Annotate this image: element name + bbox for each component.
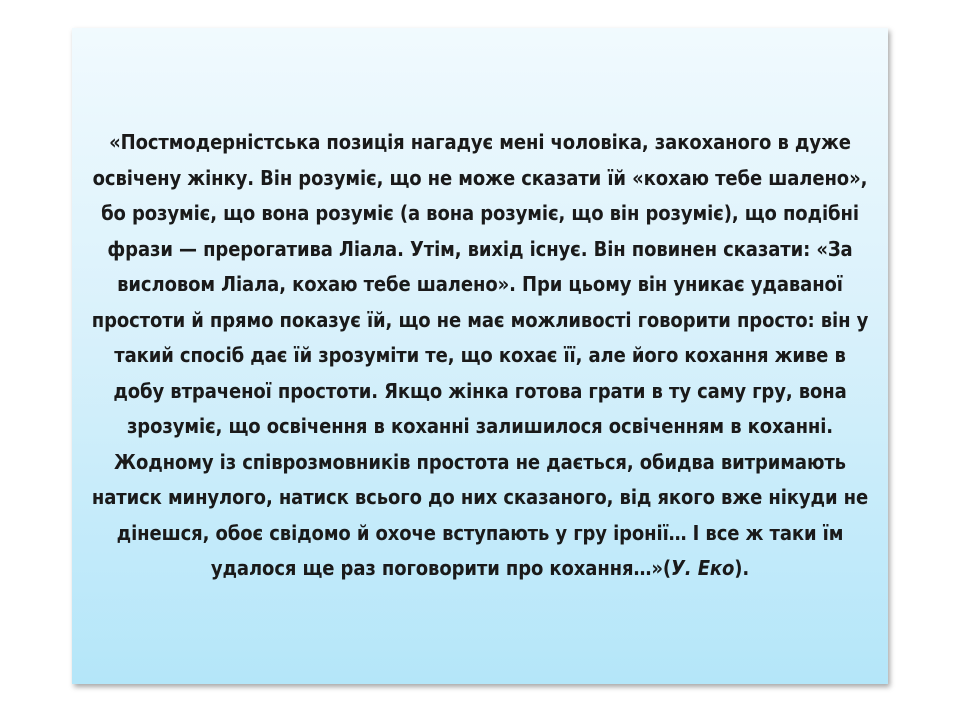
quote-body: «Постмодерністська позиція нагадує мені чоловіка, закоханого в дуже освічену жінку. Він розуміє, що не може сказати їй «кохаю тебе шалено», бо розуміє, що вона розуміє (а вона розуміє, що він розуміє), що подібні фрази — прерогатива Ліала. Утім, вихід існує. Він повинен сказати: «За висловом Ліала, кохаю тебе шалено». При цьому він уникає удаваної простоти й прямо показує їй, що не має можливості говорити просто: він у такий спосіб дає їй зрозуміти те, що кохає її, але його кохання живе в добу втраченої простоти. Якщо жінка готова грати в ту саму гру, вона зрозуміє, що освічення в коханні залишилося освіченням в коханні. Жодному із співрозмовників простота не дається, обидва витримають натиск минулого, натиск всього до них сказаного, від якого вже нікуди не дінешся, обоє свідомо й охоче вступають у гру іронії… І все ж таки їм удалося ще раз поговорити про кохання…»( xyxy=(91,130,869,581)
quote-text xyxy=(86,125,874,587)
quote-box xyxy=(72,28,888,684)
quote-author: У. Еко xyxy=(671,556,735,581)
quote-closing: ). xyxy=(734,556,750,581)
